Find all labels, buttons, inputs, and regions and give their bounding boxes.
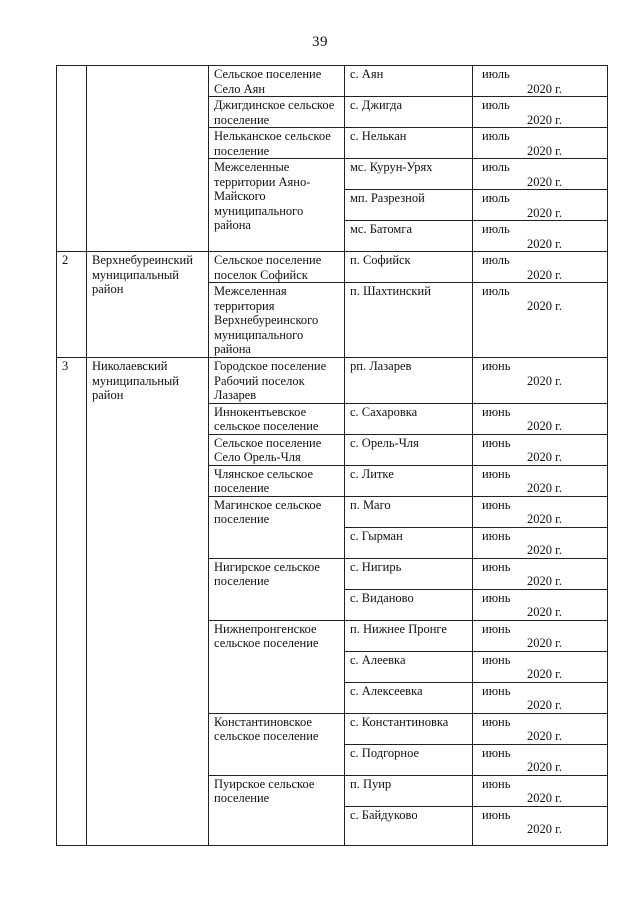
district-cell: Верхнебуреинский муниципальный район: [87, 252, 209, 358]
date-year: 2020 г.: [527, 667, 562, 681]
date-year: 2020 г.: [527, 236, 562, 251]
settlement-cell: Члянское сельское поселение: [209, 465, 345, 496]
date-cell: [473, 221, 608, 252]
date-month: июль: [482, 67, 510, 81]
date-month: июнь: [482, 683, 511, 698]
locality-cell: с. Нелькан: [345, 128, 473, 159]
locality-cell: с. Гырман: [345, 527, 473, 558]
locality-cell: с. Байдуково: [345, 806, 473, 845]
date-month: июнь: [482, 776, 511, 791]
settlement-cell: Магинское сельское поселение: [209, 496, 345, 558]
table-row: [57, 358, 608, 404]
settlement-cell: Межселенные территории Аяно-Майского муниципального района: [209, 159, 345, 252]
settlement-cell: Сельское поселение Село Аян: [209, 66, 345, 97]
locality-cell: с. Алексеевка: [345, 682, 473, 713]
locality-cell: с. Аян: [345, 66, 473, 97]
date-cell: [473, 775, 608, 806]
date-year: 2020 г.: [527, 698, 562, 712]
date-month: июнь: [482, 466, 511, 481]
locality-cell: с. Джигда: [345, 97, 473, 128]
date-month: июль: [482, 160, 510, 174]
date-month: июнь: [482, 652, 511, 667]
date-cell: [473, 97, 608, 128]
locality-cell: п. Софийск: [345, 252, 473, 283]
locality-cell: с. Нигирь: [345, 558, 473, 589]
date-cell: [473, 283, 608, 358]
date-year: 2020 г.: [527, 574, 562, 588]
district-cell: [87, 66, 209, 252]
date-cell: [473, 527, 608, 558]
date-month: июнь: [482, 435, 511, 450]
date-year: 2020 г.: [527, 112, 562, 127]
date-month: июль: [482, 222, 510, 236]
date-month: июнь: [482, 590, 511, 605]
date-cell: [473, 806, 608, 845]
date-year: 2020 г.: [527, 760, 562, 774]
date-month: июнь: [482, 359, 511, 373]
date-month: июль: [482, 253, 510, 267]
date-month: июнь: [482, 714, 511, 729]
date-year: 2020 г.: [527, 791, 562, 805]
settlement-cell: Межселенная территория Верхнебуреинского муниципального района: [209, 283, 345, 358]
date-year: 2020 г.: [527, 205, 562, 220]
date-month: июль: [482, 284, 510, 298]
date-year: 2020 г.: [527, 373, 562, 388]
date-year: 2020 г.: [527, 267, 562, 282]
date-month: июнь: [482, 528, 511, 543]
date-cell: [473, 403, 608, 434]
table-row: [57, 252, 608, 283]
settlement-schedule-table: [56, 65, 608, 846]
date-year: 2020 г.: [527, 605, 562, 619]
date-month: июнь: [482, 745, 511, 760]
date-cell: [473, 434, 608, 465]
date-month: июнь: [482, 404, 511, 419]
settlement-cell: Нижнепронгенское сельское поселение: [209, 620, 345, 713]
date-cell: [473, 620, 608, 651]
locality-cell: с. Литке: [345, 465, 473, 496]
date-cell: [473, 190, 608, 221]
locality-cell: с. Подгорное: [345, 744, 473, 775]
date-year: 2020 г.: [527, 81, 562, 96]
date-year: 2020 г.: [527, 636, 562, 650]
district-cell: Николаевский муниципальный район: [87, 358, 209, 846]
date-cell: [473, 496, 608, 527]
date-year: 2020 г.: [527, 543, 562, 557]
settlement-cell: Нельканское сельское поселение: [209, 128, 345, 159]
date-year: 2020 г.: [527, 822, 562, 836]
date-cell: [473, 465, 608, 496]
date-year: 2020 г.: [527, 143, 562, 158]
settlement-cell: Городское поселение Рабочий поселок Лазарев: [209, 358, 345, 404]
settlement-cell: Джигдинское сельское поселение: [209, 97, 345, 128]
date-year: 2020 г.: [527, 298, 562, 313]
settlement-cell: Сельское поселение Село Орель-Чля: [209, 434, 345, 465]
date-cell: [473, 682, 608, 713]
locality-cell: с. Орель-Чля: [345, 434, 473, 465]
date-year: 2020 г.: [527, 450, 562, 464]
date-year: 2020 г.: [527, 729, 562, 743]
locality-cell: мс. Курун-Урях: [345, 159, 473, 190]
date-cell: [473, 713, 608, 744]
locality-cell: п. Пуир: [345, 775, 473, 806]
date-cell: [473, 358, 608, 404]
settlement-cell: Пуирское сельское поселение: [209, 775, 345, 845]
date-month: июнь: [482, 559, 511, 574]
locality-cell: мп. Разрезной: [345, 190, 473, 221]
locality-cell: п. Маго: [345, 496, 473, 527]
page-number: 39: [312, 34, 328, 50]
date-cell: [473, 66, 608, 97]
table-row: [57, 66, 608, 97]
date-year: 2020 г.: [527, 419, 562, 433]
locality-cell: с. Алеевка: [345, 651, 473, 682]
date-month: июль: [482, 98, 510, 112]
date-month: июнь: [482, 807, 511, 822]
row-number-cell: 3: [57, 358, 87, 846]
settlement-cell: Нигирское сельское поселение: [209, 558, 345, 620]
date-month: июль: [482, 129, 510, 143]
locality-cell: рп. Лазарев: [345, 358, 473, 404]
date-cell: [473, 744, 608, 775]
locality-cell: п. Шахтинский: [345, 283, 473, 358]
settlement-cell: Сельское поселение поселок Софийск: [209, 252, 345, 283]
date-year: 2020 г.: [527, 481, 562, 495]
date-cell: [473, 589, 608, 620]
date-cell: [473, 128, 608, 159]
date-cell: [473, 252, 608, 283]
settlement-cell: Константиновское сельское поселение: [209, 713, 345, 775]
date-cell: [473, 159, 608, 190]
row-number-cell: 2: [57, 252, 87, 358]
row-number-cell: [57, 66, 87, 252]
locality-cell: с. Сахаровка: [345, 403, 473, 434]
locality-cell: с. Виданово: [345, 589, 473, 620]
date-year: 2020 г.: [527, 174, 562, 189]
locality-cell: с. Константиновка: [345, 713, 473, 744]
date-cell: [473, 651, 608, 682]
locality-cell: п. Нижнее Пронге: [345, 620, 473, 651]
date-year: 2020 г.: [527, 512, 562, 526]
date-month: июнь: [482, 497, 511, 512]
date-cell: [473, 558, 608, 589]
settlement-cell: Иннокентьевское сельское поселение: [209, 403, 345, 434]
date-month: июнь: [482, 621, 511, 636]
date-month: июль: [482, 191, 510, 205]
locality-cell: мс. Батомга: [345, 221, 473, 252]
